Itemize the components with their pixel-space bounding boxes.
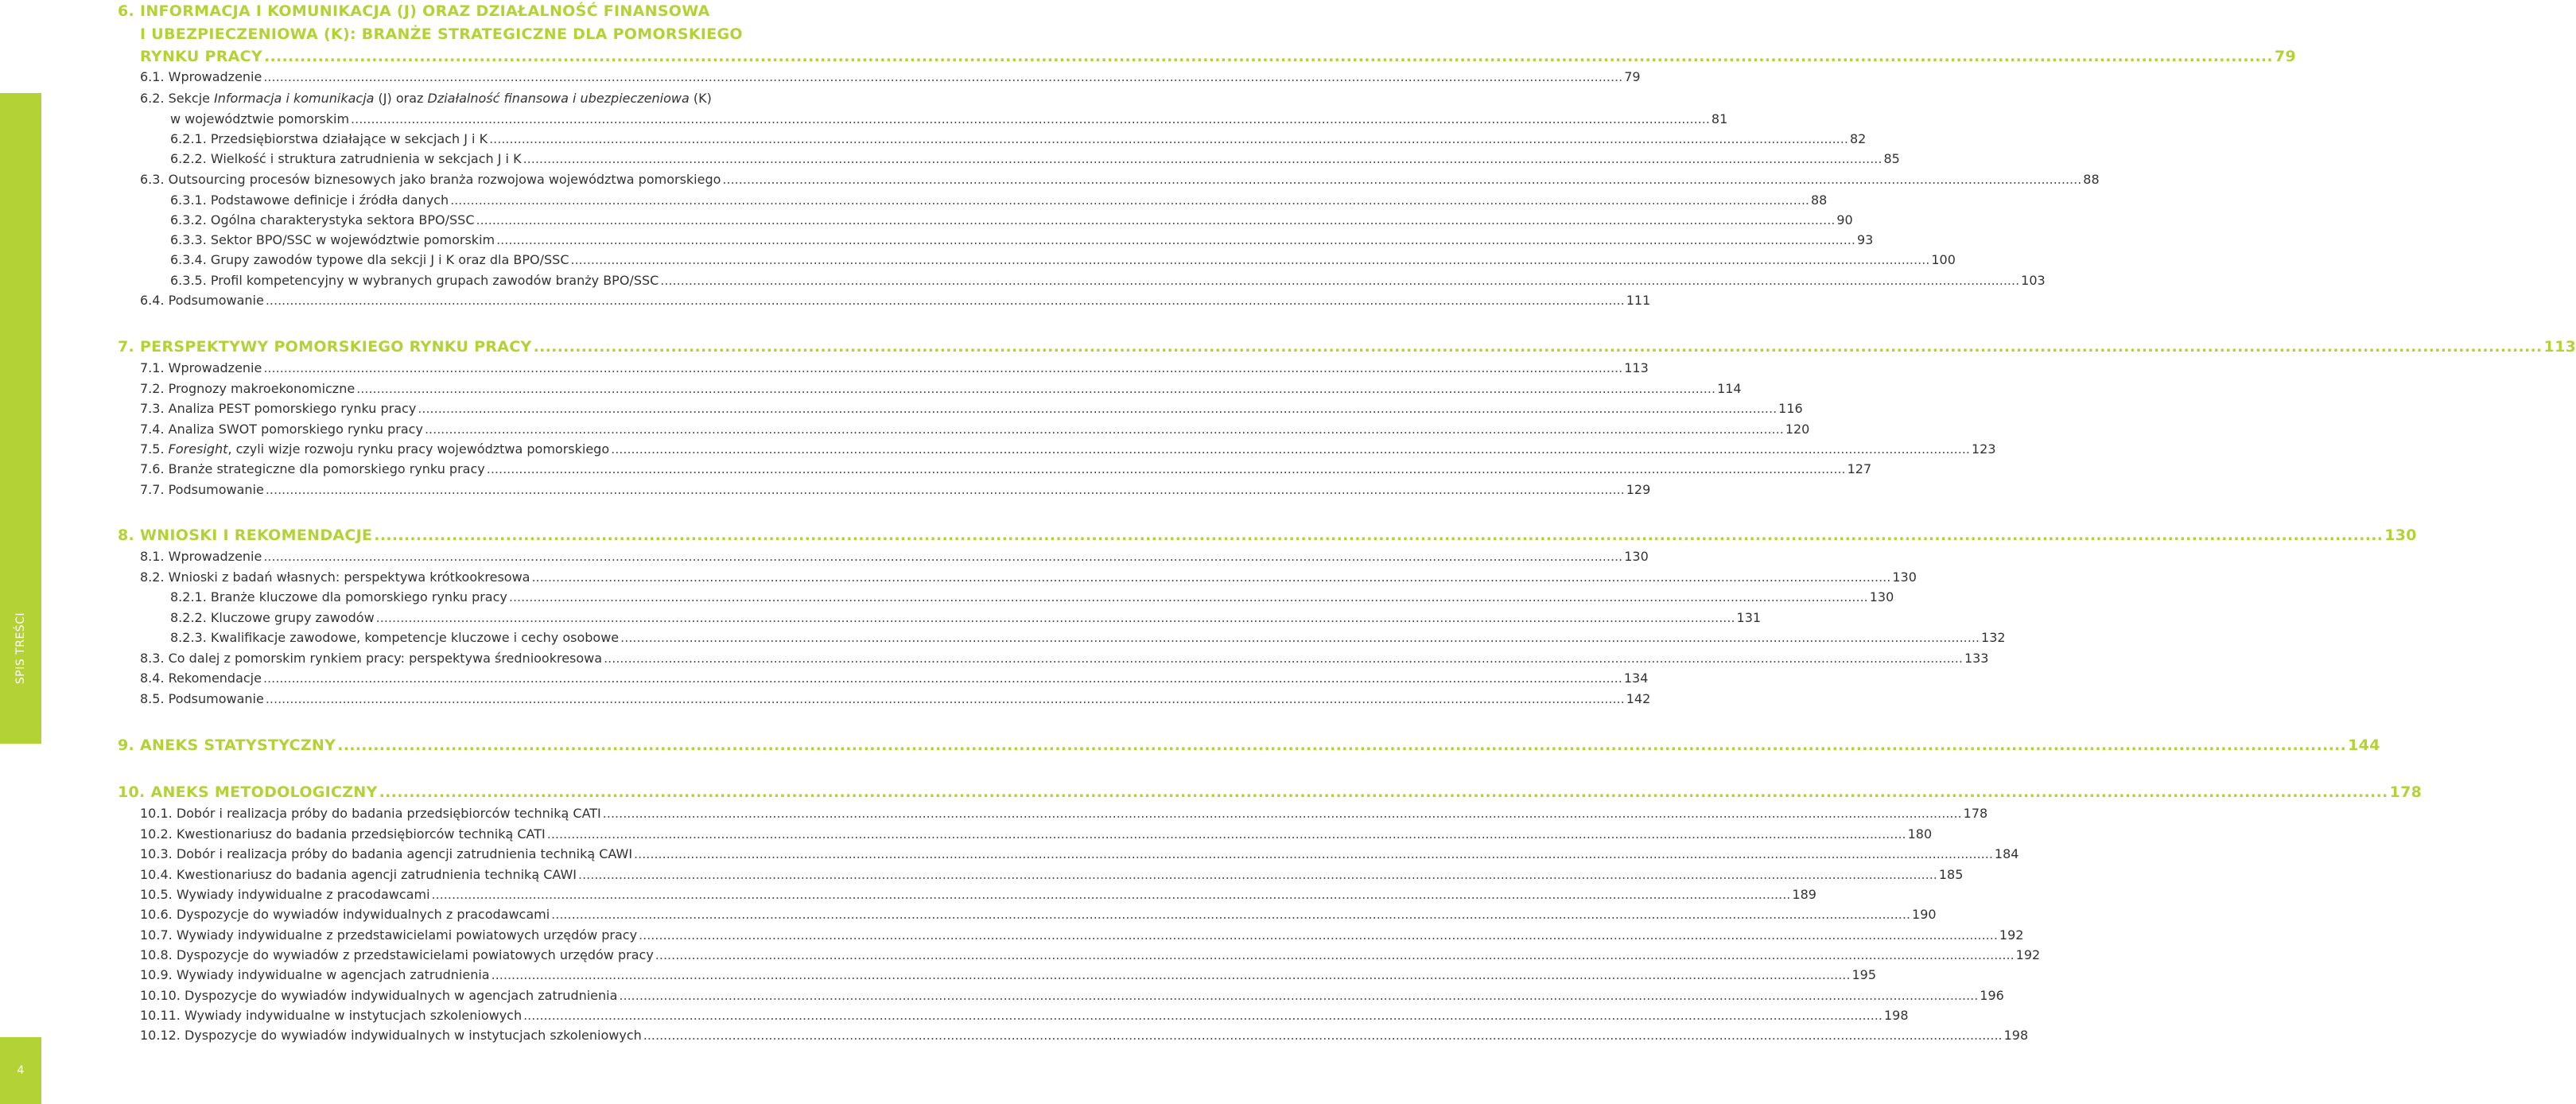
toc-item[interactable]: 10.11. Wywiady indywidualne w instytucjach szkoleniowych ..... 198 <box>140 1008 759 1028</box>
toc-item[interactable]: 10.3. Dobór i realizacja próby do badania agencji zatrudnienia techniką CAWI ..... 184 <box>140 846 759 867</box>
toc-item[interactable]: 7.3. Analiza PEST pomorskiego rynku pracy ..... 116 <box>140 401 759 422</box>
toc-item[interactable]: 7.2. Prognozy makroekonomiczne ..... 114 <box>140 381 759 402</box>
toc-item[interactable]: 6.2.2. Wielkość i struktura zatrudnienia w sekcjach J i K ..... 85 <box>170 151 759 172</box>
toc-item[interactable]: 7.5. Foresight, czyli wizje rozwoju rynku pracy województwa pomorskiego ..... 123 <box>140 441 759 462</box>
toc-item[interactable]: 8.2.2. Kluczowe grupy zawodów ..... 131 <box>170 610 759 631</box>
toc-item[interactable]: 7.4. Analiza SWOT pomorskiego rynku pracy ..... 120 <box>140 422 759 442</box>
toc-item[interactable]: 6.3.1. Podstawowe definicje i źródła danych ..... 88 <box>170 192 759 213</box>
toc-item[interactable]: w województwie pomorskim ..... 81 <box>170 111 759 132</box>
toc-item[interactable]: 7.6. Branże strategiczne dla pomorskiego rynku pracy ..... 127 <box>140 461 759 482</box>
toc-item[interactable]: 6.3.4. Grupy zawodów typowe dla sekcji J i K oraz dla BPO/SSC ..... 100 <box>170 252 759 273</box>
toc-item[interactable]: 8.3. Co dalej z pomorskim rynkiem pracy: perspektywa średniookresowa ..... 133 <box>140 651 759 671</box>
toc-item[interactable]: 6.3. Outsourcing procesów biznesowych jako branża rozwojowa województwa pomorskiego ..... 88 <box>140 172 759 192</box>
toc-section-6[interactable]: RYNKU PRACY ..... 79 <box>140 48 759 68</box>
toc-item[interactable]: 10.4. Kwestionariusz do badania agencji zatrudnienia techniką CAWI ..... 185 <box>140 867 759 888</box>
page-number: 4 <box>0 1037 41 1104</box>
toc-item[interactable]: 7.7. Podsumowanie ..... 129 <box>140 482 759 503</box>
toc-item[interactable]: 10.5. Wywiady indywidualne z pracodawcami ..... 189 <box>140 887 759 908</box>
toc-section-7[interactable]: 7. PERSPEKTYWY POMORSKIEGO RYNKU PRACY ..... 113 <box>118 338 759 359</box>
toc-item[interactable]: 10.7. Wywiady indywidualne z przedstawicielami powiatowych urzędów pracy ..... 192 <box>140 927 759 948</box>
toc-section-6-title-line2: I UBEZPIECZENIOWA (K): BRANŻE STRATEGICZNE DLA POMORSKIEGO <box>140 25 743 43</box>
sidebar-label: SPIS TREŚCI <box>14 612 27 685</box>
toc-section-10[interactable]: 10. ANEKS METODOLOGICZNY ..... 178 <box>118 783 759 804</box>
toc-item[interactable]: 6.3.5. Profil kompetencyjny w wybranych grupach zawodów branży BPO/SSC ..... 103 <box>170 273 759 293</box>
toc-section-9[interactable]: 9. ANEKS STATYSTYCZNY ..... 144 <box>118 737 759 757</box>
toc-section-8[interactable]: 8. WNIOSKI I REKOMENDACJE ..... 130 <box>118 527 759 547</box>
toc-item[interactable]: 8.2.3. Kwalifikacje zawodowe, kompetencje kluczowe i cechy osobowe ..... 132 <box>170 630 759 651</box>
toc-item[interactable]: 8.4. Rekomendacje ..... 134 <box>140 671 759 691</box>
toc-item[interactable]: 8.5. Podsumowanie ..... 142 <box>140 691 759 712</box>
toc-item[interactable]: 8.2.1. Branże kluczowe dla pomorskiego rynku pracy ..... 130 <box>170 589 759 610</box>
toc-item[interactable]: 10.1. Dobór i realizacja próby do badania przedsiębiorców techniką CATI ..... 178 <box>140 806 759 826</box>
toc-item[interactable]: 8.1. Wprowadzenie ..... 130 <box>140 549 759 569</box>
toc-item[interactable]: 7.1. Wprowadzenie ..... 113 <box>140 360 759 381</box>
toc-item[interactable]: 10.2. Kwestionariusz do badania przedsiębiorców techniką CATI ..... 180 <box>140 826 759 847</box>
toc-item[interactable]: 6.3.3. Sektor BPO/SSC w województwie pomorskim ..... 93 <box>170 232 759 253</box>
toc-item[interactable]: 10.12. Dyspozycje do wywiadów indywidualnych w instytucjach szkoleniowych ..... 198 <box>140 1028 759 1048</box>
toc-item[interactable]: 10.10. Dyspozycje do wywiadów indywidualnych w agencjach zatrudnienia ..... 196 <box>140 988 759 1009</box>
toc-item[interactable]: 10.9. Wywiady indywidualne w agencjach zatrudnienia ..... 195 <box>140 967 759 988</box>
toc-item[interactable]: 8.2. Wnioski z badań własnych: perspektywa krótkookresowa ..... 130 <box>140 569 759 590</box>
toc-item[interactable]: 6.4. Podsumowanie ..... 111 <box>140 293 759 313</box>
toc-item[interactable]: 10.8. Dyspozycje do wywiadów z przedstawicielami powiatowych urzędów pracy ..... 192 <box>140 947 759 968</box>
toc-item[interactable]: 10.6. Dyspozycje do wywiadów indywidualnych z pracodawcami ..... 190 <box>140 907 759 927</box>
toc-item[interactable]: 6.2.1. Przedsiębiorstwa działające w sekcjach J i K ..... 82 <box>170 131 759 152</box>
toc-item[interactable]: 6.1. Wprowadzenie ..... 79 <box>140 69 759 90</box>
toc-item-line1[interactable]: 6.2. Sekcje Informacja i komunikacja (J) oraz Działalność finansowa i ubezpieczeniowa (K) <box>140 91 712 106</box>
toc-section-6-title-line1: 6. INFORMACJA I KOMUNIKACJA (J) ORAZ DZIAŁALNOŚĆ FINANSOWA <box>118 2 710 20</box>
toc-item[interactable]: 6.3.2. Ogólna charakterystyka sektora BPO/SSC ..... 90 <box>170 212 759 233</box>
